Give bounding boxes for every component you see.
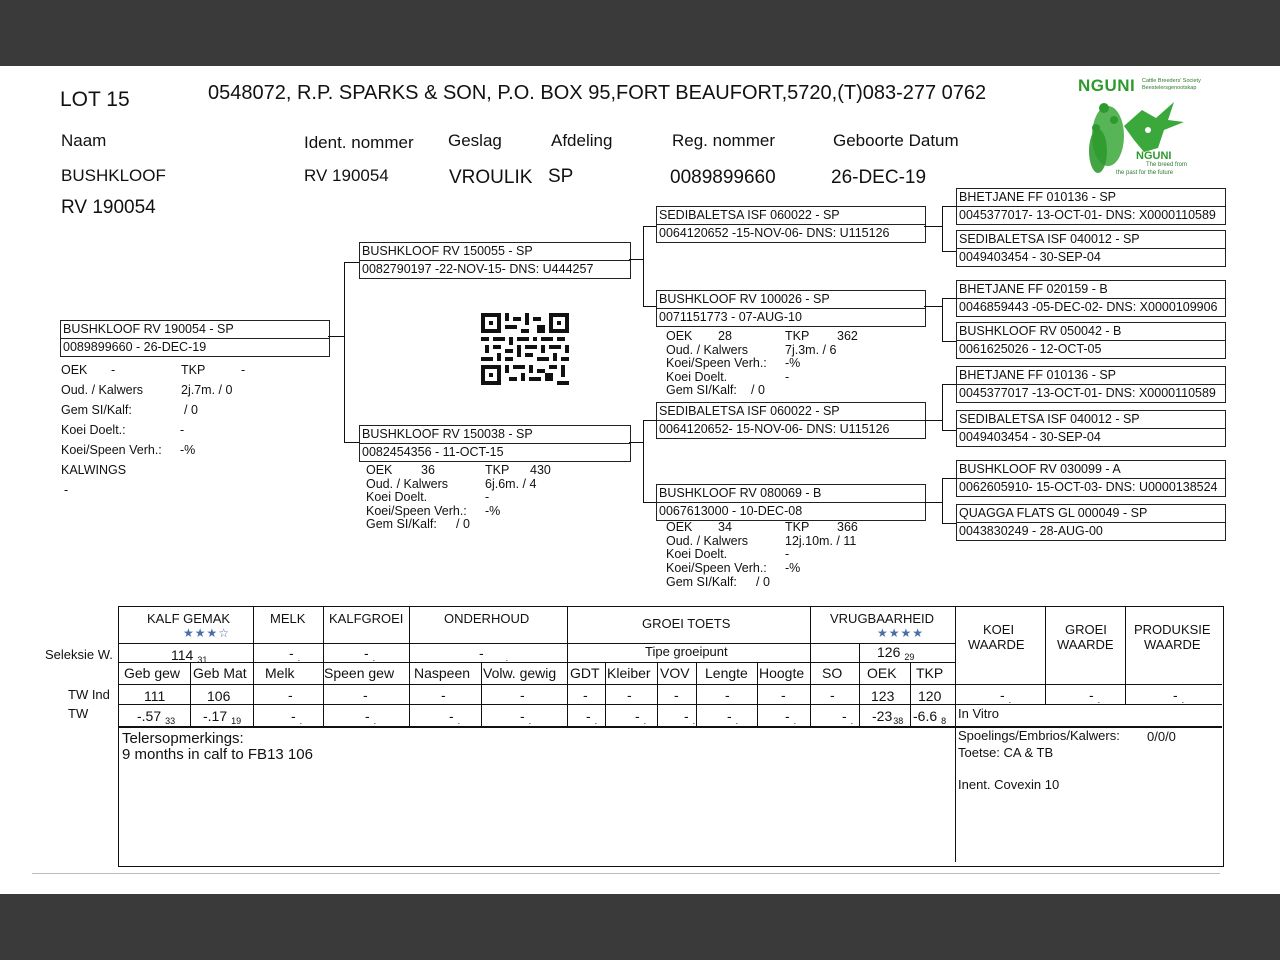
naam-value: BUSHKLOOF xyxy=(61,166,166,185)
gp-dd-name: BUSHKLOOF RV 080069 - B xyxy=(659,486,822,500)
twind-produksie-value: - xyxy=(1173,687,1178,703)
naam-label: Naam xyxy=(61,131,107,150)
ggp-8-reg: 0043830249 - 28-AUG-00 xyxy=(959,524,1103,538)
twind-oek: 123 xyxy=(871,688,895,704)
gp-dd-speen-value: -% xyxy=(785,560,801,575)
seleksie-kalfgroei xyxy=(364,645,375,661)
twind-koei-value: - xyxy=(1000,687,1005,703)
twind-groei-acc: . xyxy=(1097,695,1101,705)
col-gdt: GDT xyxy=(570,665,600,681)
ggp-box-2 xyxy=(956,230,1226,267)
tw-melk-acc: . xyxy=(299,716,303,726)
gp-sd-speen-label: Koei/Speen Verh.: xyxy=(666,356,767,370)
gp-sire-dam-box xyxy=(656,290,926,327)
tw-vov xyxy=(684,708,695,724)
produksie-waarde-header-2: WAARDE xyxy=(1144,637,1201,652)
tw-geb-mat-value: -.17 xyxy=(203,708,228,724)
seleksie-kalf-acc: 31 xyxy=(197,655,208,665)
afdeling-label: Afdeling xyxy=(551,131,613,150)
dam-tkp-label: TKP xyxy=(485,463,510,477)
seleksie-kalf xyxy=(171,647,207,663)
toetse: Toetse: CA & TB xyxy=(958,745,1054,760)
tw-naspeen xyxy=(449,708,460,724)
geslag-value: VROULIK xyxy=(449,167,533,188)
melk-header: MELK xyxy=(270,611,306,626)
gp-sd-koei-value: - xyxy=(785,369,790,384)
koei-value: - xyxy=(180,423,185,437)
animal-box xyxy=(60,320,330,357)
tw-oek xyxy=(872,708,903,724)
dam-oud-value: 6j.6m. / 4 xyxy=(485,476,537,491)
seleksie-onderhoud xyxy=(479,645,508,661)
tw-volw-value: - xyxy=(520,708,525,724)
speen-value: -% xyxy=(180,443,196,457)
ggp-6-reg: 0049403454 - 30-SEP-04 xyxy=(959,430,1101,444)
col-volw-gewig: Volw. gewig xyxy=(483,665,557,681)
seleksie-vrug-acc: 29 xyxy=(904,652,915,662)
tw-naspeen-value: - xyxy=(449,708,454,724)
gp-dd-koei-value: - xyxy=(785,547,790,561)
animal-reg: 0089899660 - 26-DEC-19 xyxy=(63,340,207,354)
twind-lengte: - xyxy=(725,687,730,703)
tw-speen-acc: . xyxy=(373,716,377,726)
ggp-7-reg: 0062605910- 15-OCT-03- DNS: U0000138524 xyxy=(959,480,1218,494)
ggp-5-reg: 0045377017 -13-OCT-01- DNS: X0000110589 xyxy=(959,386,1216,400)
col-geb-gew: Geb gew xyxy=(124,665,181,681)
col-speen-gew: Speen gew xyxy=(324,665,395,681)
ggp-8-name: QUAGGA FLATS GL 000049 - SP xyxy=(959,506,1148,520)
dam-gem-value: / 0 xyxy=(456,517,470,531)
gp-sd-oek-label: OEK xyxy=(666,329,693,343)
gp-ss-reg: 0064120652 -15-NOV-06- DNS: U115126 xyxy=(659,226,890,240)
tw-naspeen-acc: . xyxy=(457,716,461,726)
seleksie-melk-value: - xyxy=(289,645,294,661)
tw-tkp-acc: 8 xyxy=(941,716,947,726)
seleksie-kalf-value: 114 xyxy=(171,647,194,663)
tw-kleiber-value: - xyxy=(635,708,640,724)
vrugbaarheid-header: VRUGBAARHEID xyxy=(830,611,935,626)
tipe-groeipunt: Tipe groeipunt xyxy=(645,644,728,659)
ggp-1-reg: 0045377017- 13-OCT-01- DNS: X0000110589 xyxy=(959,208,1216,222)
gp-dd-speen-label: Koei/Speen Verh.: xyxy=(666,560,767,575)
gp-dd-tkp-label: TKP xyxy=(785,520,810,534)
gp-dd-tkp-value: 366 xyxy=(837,520,858,534)
tw-geb-gew-acc: 33 xyxy=(165,716,176,726)
twind-groei-value: - xyxy=(1089,687,1094,703)
ggp-box-6 xyxy=(956,410,1226,447)
koei-label: Koei Doelt.: xyxy=(61,423,126,437)
kalf-gemak-stars: ★★★☆ xyxy=(183,626,231,640)
seleksie-onderhoud-value: - xyxy=(479,645,484,661)
tw-lengte xyxy=(727,708,738,724)
twind-gdt: - xyxy=(583,687,588,703)
dam-tkp-value: 430 xyxy=(530,463,551,477)
twind-melk: - xyxy=(288,687,293,703)
col-vov: VOV xyxy=(660,665,690,681)
tw-kleiber xyxy=(635,708,646,724)
gp-sd-oud-value: 7j.3m. / 6 xyxy=(785,342,837,357)
groei-waarde-header-1: GROEI xyxy=(1065,622,1107,637)
col-lengte: Lengte xyxy=(705,665,748,681)
tkp-label: TKP xyxy=(181,363,206,377)
in-vitro: In Vitro xyxy=(958,706,999,721)
ggp-4-name: BUSHKLOOF RV 050042 - B xyxy=(959,324,1122,338)
tw-gdt-value: - xyxy=(586,708,591,724)
twind-geb-mat: 106 xyxy=(207,688,231,704)
tw-hoogte xyxy=(785,708,796,724)
tw-melk xyxy=(291,708,302,724)
koei-waarde-header-1: KOEI xyxy=(983,622,1015,637)
twind-hoogte: - xyxy=(781,687,786,703)
ggp-3-name: BHETJANE FF 020159 - B xyxy=(959,282,1108,296)
animal-name: BUSHKLOOF RV 190054 - SP xyxy=(63,322,234,336)
gp-dam-sire-box xyxy=(656,402,926,439)
gp-sd-name: BUSHKLOOF RV 100026 - SP xyxy=(659,292,830,306)
kalf-gemak-header: KALF GEMAK xyxy=(147,611,231,626)
seleksie-melk xyxy=(289,645,300,661)
ggp-4-reg: 0061625026 - 12-OCT-05 xyxy=(959,342,1102,356)
tw-tkp xyxy=(913,708,946,724)
ggp-box-8 xyxy=(956,504,1226,541)
tw-geb-gew-value: -.57 xyxy=(137,708,162,724)
tw-so-acc: . xyxy=(850,716,854,726)
tw-speen xyxy=(365,708,376,724)
twind-geb-gew: 111 xyxy=(144,688,166,704)
ggp-box-1 xyxy=(956,188,1226,225)
logo-title: NGUNI xyxy=(1078,76,1136,95)
seleksie-kalfgroei-acc: . xyxy=(372,653,376,663)
ident-label: Ident. nommer xyxy=(304,133,414,152)
gp-sd-reg: 0071151773 - 07-AUG-10 xyxy=(659,310,802,324)
tw-hoogte-acc: . xyxy=(793,716,797,726)
dam-oud-label: Oud. / Kalwers xyxy=(366,476,448,491)
dam-speen-label: Koei/Speen Verh.: xyxy=(366,503,467,518)
gp-sd-tkp-value: 362 xyxy=(837,329,858,343)
ident-value: RV 190054 xyxy=(304,166,389,185)
gp-ds-reg: 0064120652- 15-NOV-06- DNS: U115126 xyxy=(659,422,890,436)
tw-geb-mat-acc: 19 xyxy=(231,716,242,726)
logo-wordmark: NGUNI xyxy=(1136,150,1172,162)
gp-dd-oek-value: 34 xyxy=(718,520,732,534)
afdeling-value: SP xyxy=(548,166,574,187)
ggp-7-name: BUSHKLOOF RV 030099 - A xyxy=(959,462,1121,476)
gp-sd-gem-label: Gem SI/Kalf: xyxy=(666,383,737,397)
ggp-2-name: SEDIBALETSA ISF 040012 - SP xyxy=(959,232,1140,246)
col-tkp: TKP xyxy=(916,665,944,681)
gp-sire-sire-box xyxy=(656,206,926,243)
spoelings-label: Spoelings/Embrios/Kalwers: xyxy=(958,728,1120,743)
tw-geb-gew xyxy=(137,708,175,724)
logo-society-line2: Beestelersgenootskap xyxy=(1142,85,1197,91)
col-melk: Melk xyxy=(265,665,295,681)
footer-rule xyxy=(32,873,1220,874)
groei-toets-header: GROEI TOETS xyxy=(642,616,731,631)
ggp-box-3 xyxy=(956,280,1226,317)
col-geb-mat: Geb Mat xyxy=(193,665,247,681)
gp-sd-stats xyxy=(666,330,858,398)
gp-sd-gem-value: / 0 xyxy=(751,383,765,397)
twind-koei-waarde xyxy=(1000,687,1011,703)
gp-sd-koei-label: Koei Doelt. xyxy=(666,369,728,384)
vrugbaarheid-stars: ★★★★ xyxy=(877,626,925,640)
tw-geb-mat xyxy=(203,708,241,724)
gp-dd-gem-label: Gem SI/Kalf: xyxy=(666,575,737,589)
tw-gdt xyxy=(586,708,597,724)
gp-dd-gem-value: / 0 xyxy=(756,575,770,589)
dam-koei-label: Koei Doelt. xyxy=(366,490,428,504)
tw-gdt-acc: . xyxy=(594,716,598,726)
inent: Inent. Covexin 10 xyxy=(958,777,1060,792)
twind-groei-waarde xyxy=(1089,687,1100,703)
groei-waarde-header-2: WAARDE xyxy=(1057,637,1114,652)
twind-naspeen: - xyxy=(441,687,446,703)
tw-oek-acc: 38 xyxy=(893,716,904,726)
twind-produksie-acc: . xyxy=(1181,695,1185,705)
ggp-box-4 xyxy=(956,322,1226,359)
twind-tkp: 120 xyxy=(918,688,942,704)
reg-value: 0089899660 xyxy=(670,167,776,188)
onderhoud-header: ONDERHOUD xyxy=(444,611,530,626)
gp-sd-oud-label: Oud. / Kalwers xyxy=(666,342,748,357)
spoelings-value: 0/0/0 xyxy=(1147,729,1176,744)
twind-so: - xyxy=(830,687,835,703)
twind-label: TW Ind xyxy=(68,687,110,702)
gp-dd-oud-label: Oud. / Kalwers xyxy=(666,533,748,548)
koei-waarde-header-2: WAARDE xyxy=(968,637,1025,652)
gp-sd-tkp-label: TKP xyxy=(785,329,810,343)
logo-tagline-line1: The breed from xyxy=(1146,162,1188,168)
col-hoogte: Hoogte xyxy=(759,665,805,681)
dam-stats xyxy=(366,464,551,532)
ggp-2-reg: 0049403454 - 30-SEP-04 xyxy=(959,250,1101,264)
twind-volw: - xyxy=(520,687,525,703)
gp-dd-stats xyxy=(666,521,858,590)
name-id: RV 190054 xyxy=(61,197,156,218)
gem-label: Gem SI/Kalf: xyxy=(61,403,132,417)
gp-dd-koei-label: Koei Doelt. xyxy=(666,547,728,561)
animal-stats: OEK - TKP - Oud. / Kalwers 2j.7m. / 0 Gem SI/Kalf: / 0 Koei Doelt.: - Koei/Speen Verh.: -% KALWINGS - xyxy=(61,360,245,500)
tw-tkp-value: -6.6 xyxy=(913,708,938,724)
seleksie-melk-acc: . xyxy=(297,653,301,663)
owner-details: 0548072, R.P. SPARKS & SON, P.O. BOX 95,FORT BEAUFORT,5720,(T)083-277 0762 xyxy=(208,82,987,104)
dam-box xyxy=(359,425,631,462)
tw-vov-acc: . xyxy=(692,716,696,726)
twind-vov: - xyxy=(674,687,679,703)
tw-melk-value: - xyxy=(291,708,296,724)
geslag-label: Geslag xyxy=(448,131,502,150)
sire-box xyxy=(359,242,631,279)
ggp-5-name: BHETJANE FF 010136 - SP xyxy=(959,368,1117,382)
gp-dd-oud-value: 12j.10m. / 11 xyxy=(785,533,857,548)
tw-volw-acc: . xyxy=(528,716,532,726)
tw-kleiber-acc: . xyxy=(643,716,647,726)
oud-value: 2j.7m. / 0 xyxy=(181,383,233,397)
speen-label: Koei/Speen Verh.: xyxy=(61,443,162,457)
tw-so-value: - xyxy=(842,708,847,724)
ggp-3-reg: 0046859443 -05-DEC-02- DNS: X0000109906 xyxy=(959,300,1218,314)
dam-speen-value: -% xyxy=(485,503,501,518)
seleksie-vrug xyxy=(877,644,914,660)
reg-label: Reg. nommer xyxy=(672,131,775,150)
col-so: SO xyxy=(822,665,843,681)
pedigree-page xyxy=(0,66,1280,894)
dam-gem-label: Gem SI/Kalf: xyxy=(366,517,437,531)
dam-oek-value: 36 xyxy=(421,463,435,477)
twind-kleiber: - xyxy=(627,687,632,703)
remarks-label: Telersopmerkings: xyxy=(122,730,244,747)
sire-name: BUSHKLOOF RV 150055 - SP xyxy=(362,244,533,258)
gp-sd-oek-value: 28 xyxy=(718,329,732,343)
gp-dam-dam-box xyxy=(656,484,926,521)
tw-speen-value: - xyxy=(365,708,370,724)
col-naspeen: Naspeen xyxy=(414,665,471,681)
ggp-6-name: SEDIBALETSA ISF 040012 - SP xyxy=(959,412,1140,426)
kalwings-label: KALWINGS xyxy=(61,463,127,477)
ggp-1-name: BHETJANE FF 010136 - SP xyxy=(959,190,1117,204)
remarks-text: 9 months in calf to FB13 106 xyxy=(122,746,313,763)
gp-ss-name: SEDIBALETSA ISF 060022 - SP xyxy=(659,208,840,222)
qr-code xyxy=(481,313,569,385)
sire-reg: 0082790197 -22-NOV-15- DNS: U444257 xyxy=(362,262,594,276)
dam-reg: 0082454356 - 11-OCT-15 xyxy=(362,445,504,459)
tw-so xyxy=(842,708,853,724)
seleksie-onderhoud-acc: . xyxy=(505,653,509,663)
twind-speen: - xyxy=(363,687,368,703)
dam-oek-label: OEK xyxy=(366,463,393,477)
seleksie-kalfgroei-value: - xyxy=(364,645,369,661)
gp-dd-reg: 0067613000 - 10-DEC-08 xyxy=(659,504,803,518)
logo-tagline-line2: the past for the future xyxy=(1116,170,1174,176)
tw-hoogte-value: - xyxy=(785,708,790,724)
gp-dd-oek-label: OEK xyxy=(666,520,693,534)
seleksie-label: Seleksie W. xyxy=(45,647,113,662)
twind-koei-acc: . xyxy=(1008,695,1012,705)
ggp-box-5 xyxy=(956,366,1226,403)
produksie-waarde-header-1: PRODUKSIE xyxy=(1134,622,1211,637)
nguni-logo xyxy=(1078,76,1213,179)
tw-vov-value: - xyxy=(684,708,689,724)
dob-value: 26-DEC-19 xyxy=(831,167,927,188)
gem-value: / 0 xyxy=(184,403,198,417)
tw-lengte-value: - xyxy=(727,708,732,724)
tw-lengte-acc: . xyxy=(735,716,739,726)
kalwings-value: - xyxy=(64,483,69,497)
col-oek: OEK xyxy=(867,665,897,681)
col-kleiber: Kleiber xyxy=(607,665,651,681)
kalfgroei-header: KALFGROEI xyxy=(329,611,404,626)
tkp-value: - xyxy=(241,363,246,377)
tw-label: TW xyxy=(68,706,89,721)
lot-number: LOT 15 xyxy=(60,88,130,111)
twind-produksie-waarde xyxy=(1173,687,1184,703)
oud-label: Oud. / Kalwers xyxy=(61,383,143,397)
dam-koei-value: - xyxy=(485,490,490,504)
tw-volw xyxy=(520,708,531,724)
dob-label: Geboorte Datum xyxy=(833,131,959,150)
dam-name: BUSHKLOOF RV 150038 - SP xyxy=(362,427,533,441)
oek-label: OEK xyxy=(61,363,88,377)
tw-oek-value: -23 xyxy=(872,708,893,724)
ggp-box-7 xyxy=(956,460,1226,497)
gp-sd-speen-value: -% xyxy=(785,356,801,370)
logo-society-line1: Cattle Breeders' Society xyxy=(1142,78,1201,84)
gp-ds-name: SEDIBALETSA ISF 060022 - SP xyxy=(659,404,840,418)
seleksie-vrug-value: 126 xyxy=(877,644,901,660)
